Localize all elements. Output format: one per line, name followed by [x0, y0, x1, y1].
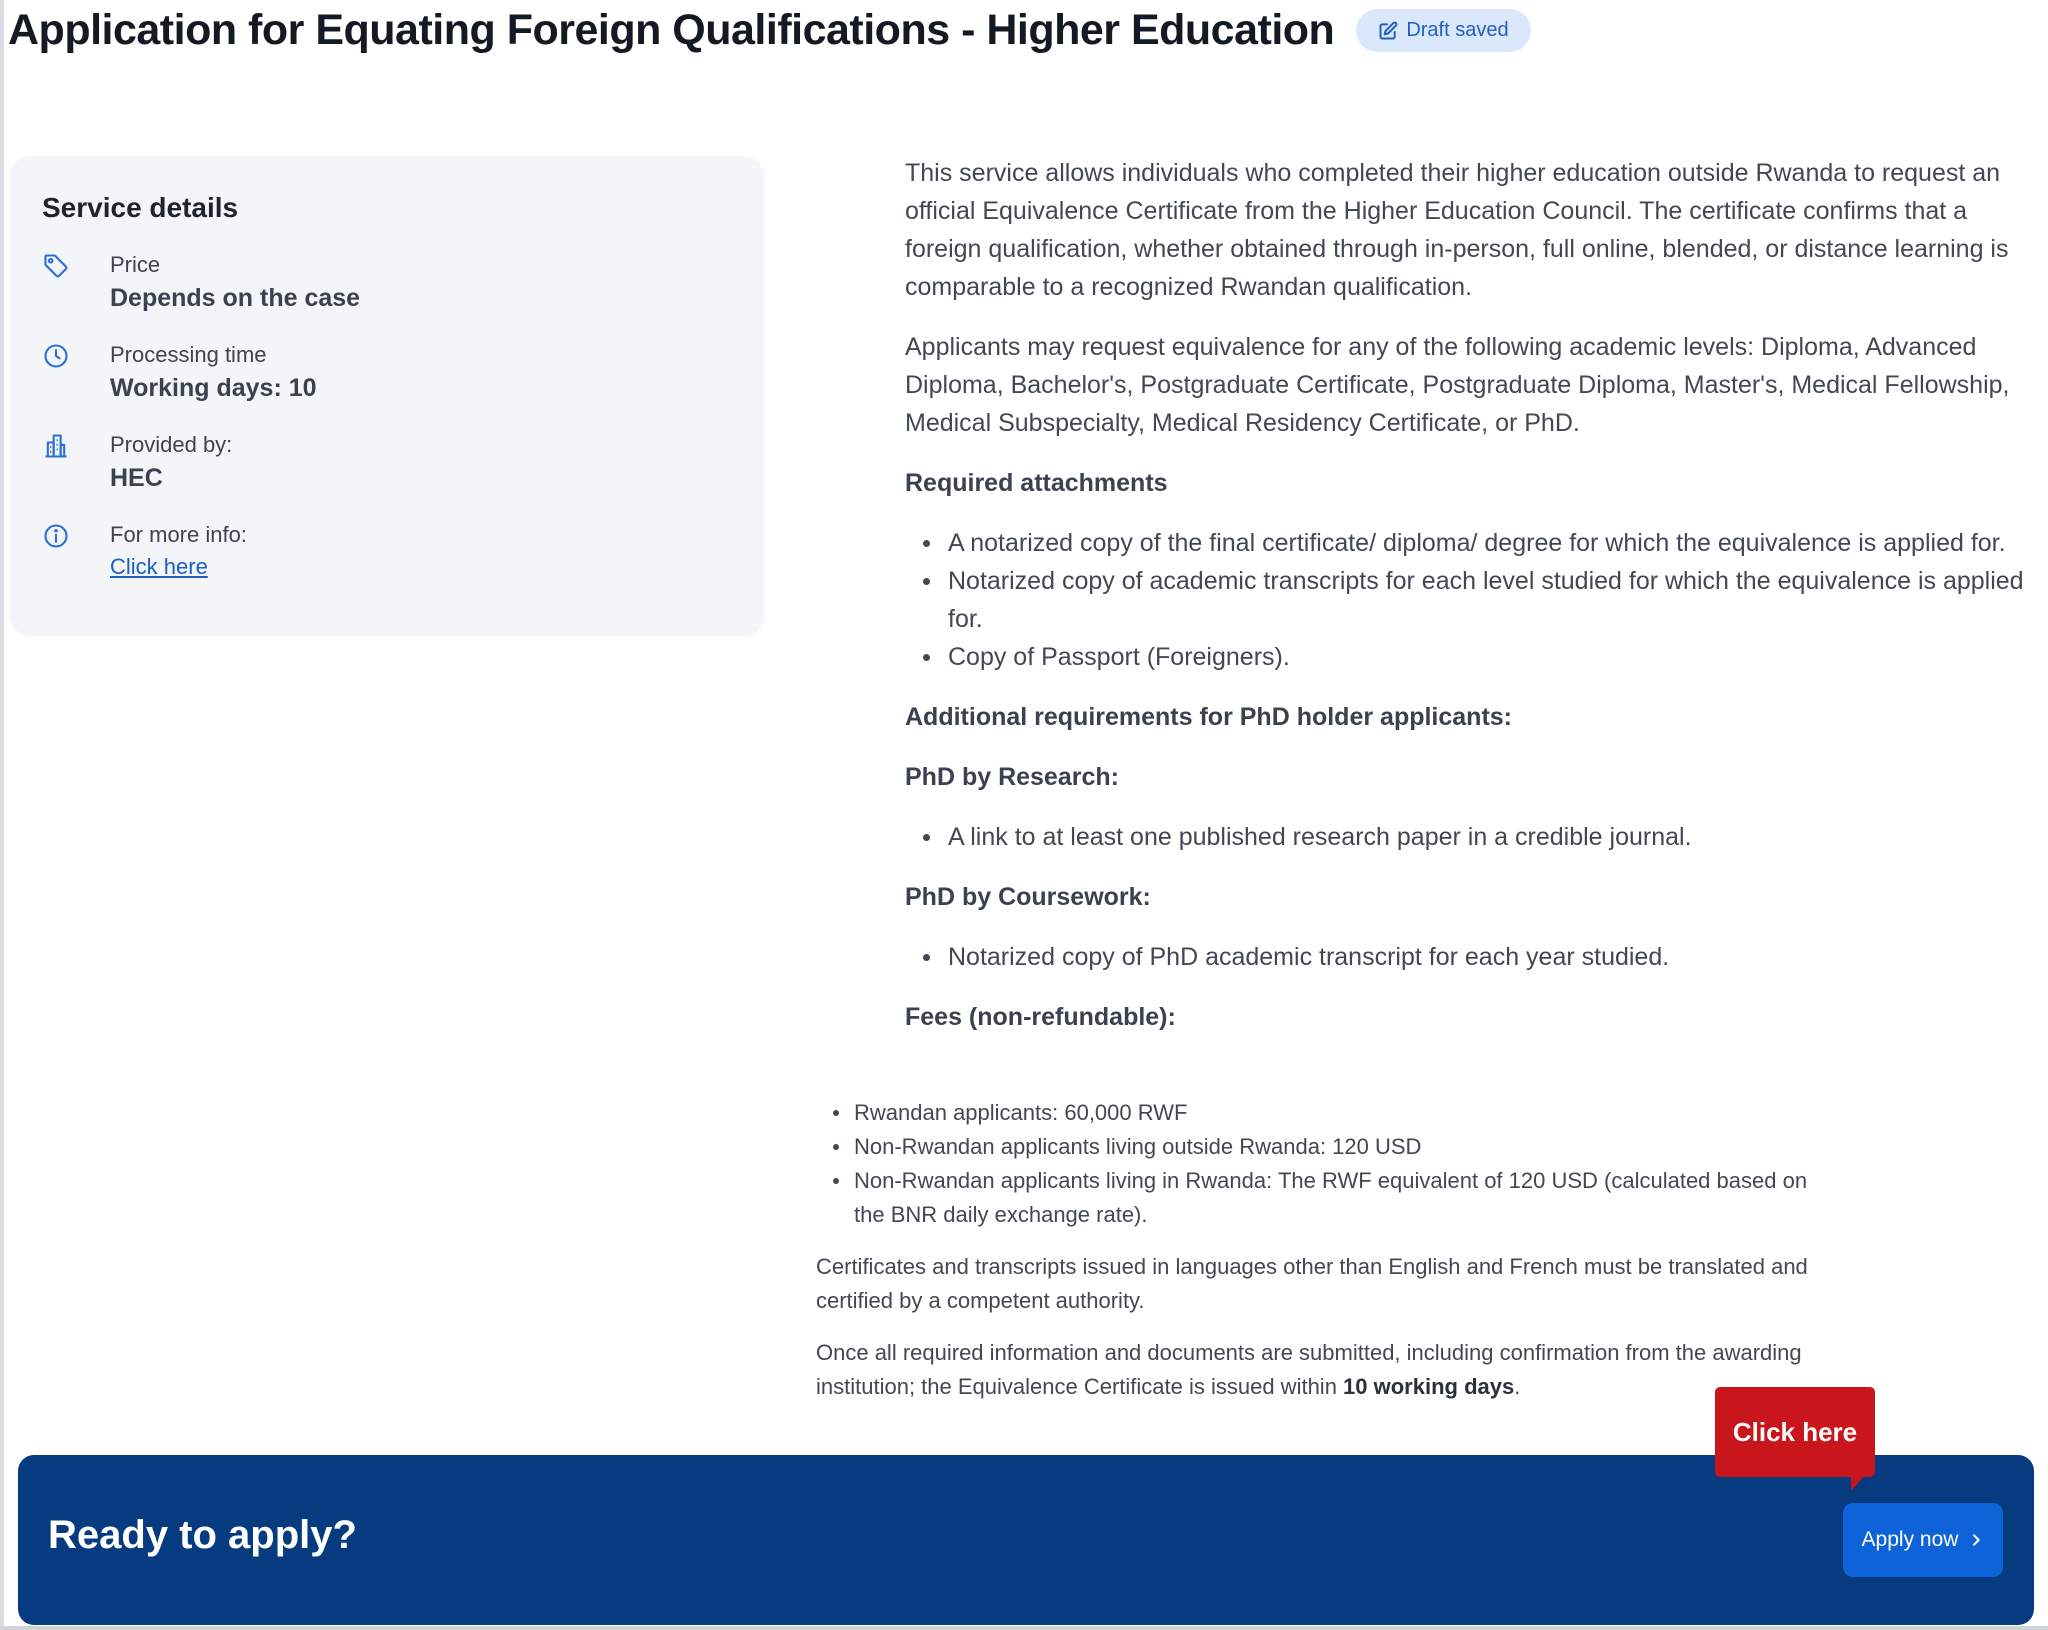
attachments-heading: Required attachments: [905, 469, 1168, 497]
service-details-title: Service details: [42, 192, 239, 223]
fees-heading: Fees (non-refundable):: [905, 1003, 1176, 1031]
apply-now-label: Apply now: [1861, 1528, 1959, 1551]
issuance-note: [816, 1336, 1816, 1404]
building-icon: [42, 432, 70, 460]
issuance-note-prefix: Once all required information and documents are submitted, including confirmation from the awarding institution; the Equivalence Certificate is issued within: [816, 1340, 1802, 1399]
list-item: Copy of Passport (Foreigners).: [945, 638, 2041, 676]
detail-price: [42, 250, 732, 316]
processing-time-label: Processing time: [110, 342, 267, 367]
list-item: A notarized copy of the final certificate/ diploma/ degree for which the equivalence is applied for.: [945, 524, 2041, 562]
provider-label: Provided by:: [110, 432, 233, 457]
info-icon: [42, 522, 70, 550]
draft-status-badge: [1356, 9, 1530, 52]
price-label: Price: [110, 252, 161, 277]
phd-coursework-list: [945, 938, 2041, 976]
apply-heading: Ready to apply?: [48, 1513, 357, 1557]
draft-badge-label: Draft saved: [1406, 19, 1509, 41]
detail-provider: [42, 430, 732, 496]
processing-time-value: Working days: 10: [110, 374, 317, 402]
list-item: Rwandan applicants: 60,000 RWF: [854, 1096, 1816, 1130]
phd-research-heading: PhD by Research:: [905, 763, 1119, 791]
page-title: Application for Equating Foreign Qualifications - Higher Education: [8, 6, 1335, 54]
levels-paragraph: Applicants may request equivalence for any of the following academic levels: Diploma, Advanced Diploma, Bachelor's, Postgraduate Certificate, Postgraduate Diploma, Master's, Medical Fellowship, Medical Subspecialty, Medical Residency Certificate, or PhD.: [905, 333, 2010, 437]
edit-icon: [1378, 21, 1398, 41]
intro-paragraph: This service allows individuals who completed their higher education outside Rwanda to request an official Equivalence Certificate from the Higher Education Council. The certificate confirms that a foreign qualification, whether obtained through in-person, full online, blended, or distance learning is comparable to a recognized Rwandan qualification.: [905, 159, 2009, 301]
list-item: Non-Rwandan applicants living outside Rwanda: 120 USD: [854, 1130, 1816, 1164]
click-here-callout: Click here: [1715, 1387, 1875, 1477]
apply-now-button[interactable]: [1843, 1503, 2003, 1577]
clock-icon: [42, 342, 70, 370]
translation-note: Certificates and transcripts issued in languages other than English and French must be translated and certified by a competent authority.: [816, 1254, 1808, 1313]
fees-section: [816, 1096, 1816, 1422]
tag-icon: [42, 252, 70, 280]
detail-more-info: [42, 520, 732, 584]
chevron-right-icon: [1968, 1532, 1984, 1548]
list-item: Notarized copy of PhD academic transcript for each year studied.: [945, 938, 2041, 976]
list-item: Notarized copy of academic transcripts for each level studied for which the equivalence is applied for.: [945, 562, 2041, 638]
more-info-label: For more info:: [110, 522, 247, 547]
issuance-note-suffix: .: [1514, 1374, 1521, 1399]
phd-requirements-heading: Additional requirements for PhD holder applicants:: [905, 703, 1513, 731]
attachments-list: [945, 524, 2041, 676]
service-description: [905, 154, 2041, 1058]
list-item: Non-Rwandan applicants living in Rwanda: The RWF equivalent of 120 USD (calculated based on the BNR daily exchange rate).: [854, 1164, 1816, 1232]
fees-list: [854, 1096, 1816, 1232]
list-item: A link to at least one published research paper in a credible journal.: [945, 818, 2041, 856]
phd-research-list: [945, 818, 2041, 856]
provider-value: HEC: [110, 464, 163, 492]
page-header: [8, 6, 1531, 55]
issuance-note-bold: 10 working days: [1343, 1374, 1515, 1399]
service-details-card: [10, 156, 764, 636]
window-left-edge: [0, 0, 4, 1630]
window-bottom-edge: [0, 1626, 2048, 1630]
apply-banner: [18, 1455, 2034, 1625]
price-value: Depends on the case: [110, 284, 361, 312]
phd-coursework-heading: PhD by Coursework:: [905, 883, 1151, 911]
detail-processing-time: [42, 340, 732, 406]
more-info-link[interactable]: Click here: [110, 554, 208, 579]
